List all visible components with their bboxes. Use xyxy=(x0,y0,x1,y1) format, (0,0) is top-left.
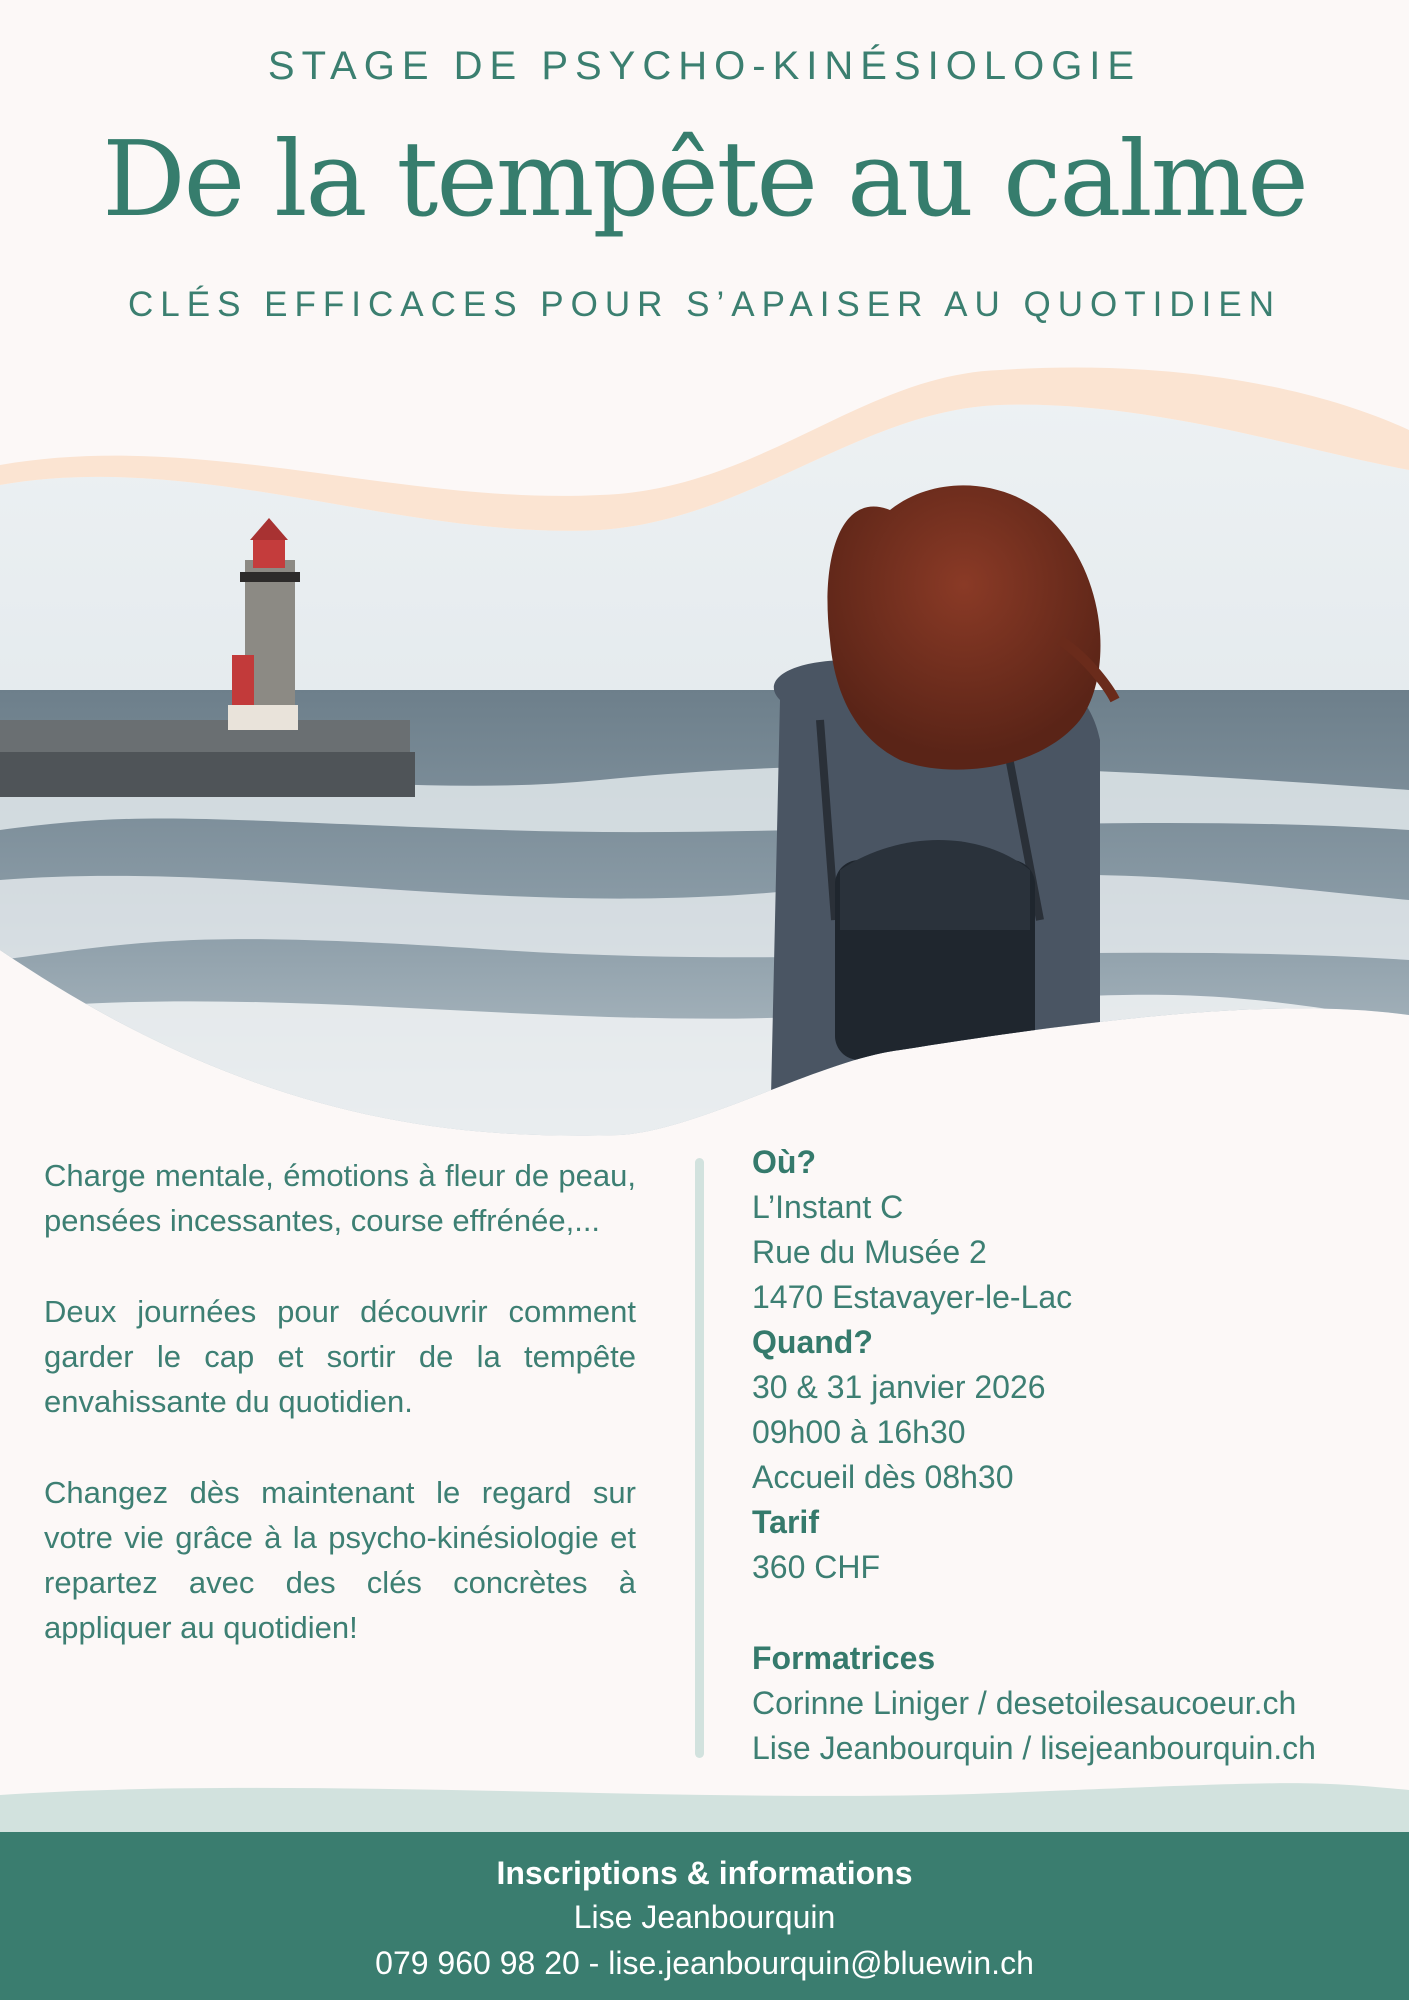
intro-paragraph-1: Charge mentale, émotions à fleur de peau, pensées incessantes, course effrénée,... xyxy=(44,1158,636,1238)
page-title: De la tempête au calme xyxy=(102,118,1307,240)
footer xyxy=(0,1832,1409,2000)
price-label: Tarif xyxy=(752,1504,819,1540)
when-label: Quand? xyxy=(752,1324,873,1360)
intro-paragraph-3: Changez dès maintenant le regard sur votre vie grâce à la psycho-kinésiologie et repartez avec des clés concrètes à appliquer au quotidien! xyxy=(44,1475,636,1645)
footer-heading: Inscriptions & informations xyxy=(496,1855,913,1891)
when-line: Accueil dès 08h30 xyxy=(752,1459,1014,1495)
where-label: Où? xyxy=(752,1144,816,1180)
subtitle-text: CLÉS EFFICACES POUR S’APAISER AU QUOTIDIEN xyxy=(128,285,1281,324)
eyebrow-text: STAGE DE PSYCHO-KINÉSIOLOGIE xyxy=(267,44,1142,88)
intro-paragraph-2: Deux journées pour découvrir comment garder le cap et sortir de la tempête envahissante du quotidien. xyxy=(44,1294,636,1419)
where-line: 1470 Estavayer-le-Lac xyxy=(752,1279,1073,1315)
price-value: 360 CHF xyxy=(752,1549,881,1585)
where-line: L’Instant C xyxy=(752,1189,904,1225)
footer-contact: 079 960 98 20 - lise.jeanbourquin@bluewin.ch xyxy=(375,1945,1034,1981)
trainers-label: Formatrices xyxy=(752,1640,936,1676)
column-divider xyxy=(695,1158,704,1758)
trainer-line: Corinne Liniger / desetoilesaucoeur.ch xyxy=(752,1685,1297,1721)
when-line: 30 & 31 janvier 2026 xyxy=(752,1369,1046,1405)
hero-photo xyxy=(0,360,1409,1140)
event-info xyxy=(752,1140,1392,1771)
footer-wave xyxy=(0,1775,1409,1835)
when-line: 09h00 à 16h30 xyxy=(752,1414,966,1450)
trainer-line: Lise Jeanbourquin / lisejeanbourquin.ch xyxy=(752,1730,1316,1766)
footer-name: Lise Jeanbourquin xyxy=(573,1899,836,1935)
intro-text xyxy=(44,1153,636,1696)
where-line: Rue du Musée 2 xyxy=(752,1234,987,1270)
